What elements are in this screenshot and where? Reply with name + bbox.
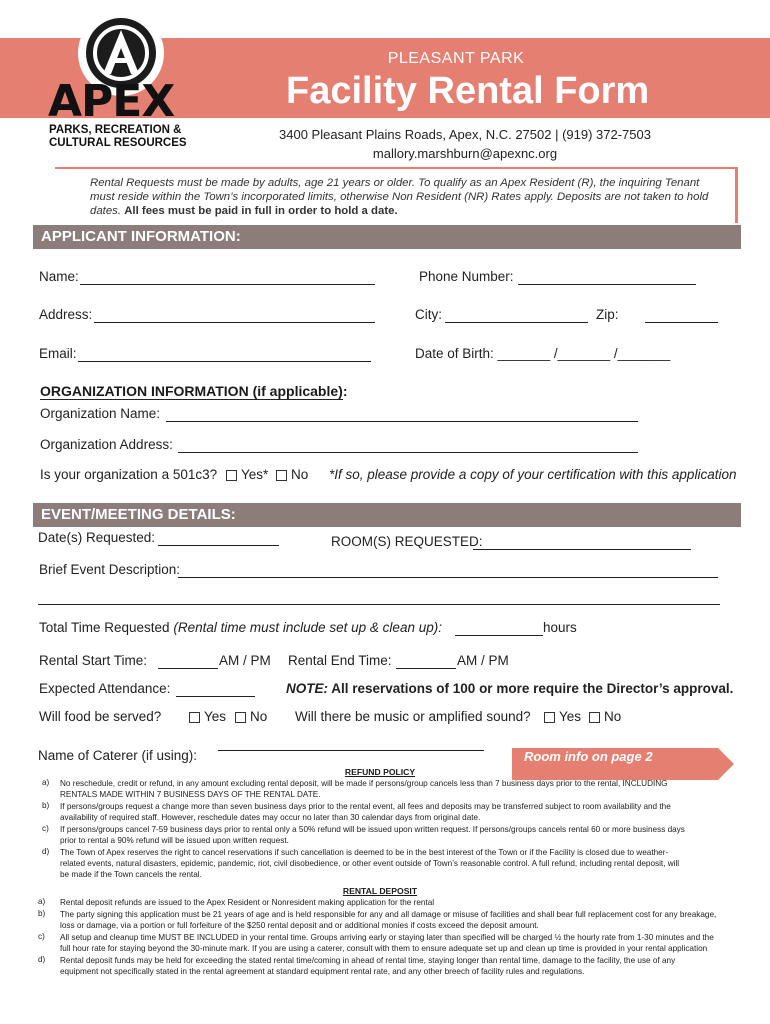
logo-subtitle-line-2: CULTURAL RESOURCES bbox=[49, 137, 187, 149]
deposit-item bbox=[38, 909, 758, 932]
org-address-label: Organization Address: bbox=[40, 437, 173, 452]
room-info-button-label: Room info on page 2 bbox=[524, 749, 653, 764]
deposit-item-letter: a) bbox=[38, 897, 46, 906]
dates-label: Date(s) Requested: bbox=[38, 530, 156, 545]
org-501c3-yes[interactable] bbox=[226, 467, 268, 482]
deposit-item bbox=[38, 955, 758, 978]
deposit-item-line: full hour rate for staying beyond the 30-minute mark. If you are using a caterer, consult with them to ensure adequate set up and clean up time is provided in your rental application bbox=[60, 944, 708, 953]
start-time-field[interactable] bbox=[158, 668, 218, 669]
description-field-line-2[interactable] bbox=[38, 604, 720, 605]
deposit-item-text bbox=[60, 909, 716, 931]
refund-item-line: If persons/groups cancel 7-59 business days prior to rental only a 50% refund will be issued upon written request. If persons/groups cancels rental 60 or more business days bbox=[60, 825, 685, 834]
room-info-button[interactable] bbox=[512, 748, 734, 780]
contact-address: 3400 Pleasant Plains Roads, Apex, N.C. 27502 | (919) 372-7503 bbox=[279, 127, 651, 142]
logo-subtitle-line-1: PARKS, RECREATION & bbox=[49, 124, 182, 136]
deposit-item-text bbox=[60, 932, 714, 954]
deposit-item-letter: c) bbox=[38, 932, 45, 941]
deposit-item-line: equipment not specifically stated in the rental agreement at standard equipment rental rate, and any other breech of facility rules and regulations. bbox=[60, 967, 585, 976]
music-no-label: No bbox=[604, 709, 622, 724]
total-time-note: (Rental time must include set up & clean up): bbox=[173, 620, 442, 635]
total-time-label bbox=[39, 620, 442, 635]
org-name-field[interactable] bbox=[166, 421, 638, 422]
address-label: Address: bbox=[39, 307, 93, 322]
deposit-item-line: The party signing this application must be 21 years of age and is held responsible for any and all damage or misuse of facilities and shall bear full replacement cost for any breakage, bbox=[60, 910, 717, 919]
attendance-note bbox=[286, 681, 733, 696]
dates-field[interactable] bbox=[158, 545, 279, 546]
header-pre-title: PLEASANT PARK bbox=[387, 50, 525, 67]
zip-field[interactable] bbox=[645, 322, 718, 323]
logo-subtitle bbox=[49, 124, 209, 150]
refund-item-text bbox=[60, 801, 671, 823]
org-address-field[interactable] bbox=[178, 452, 638, 453]
checkbox-icon bbox=[276, 470, 287, 481]
deposit-item-line: All setup and cleanup time MUST BE INCLUDED in your rental time. Groups arriving early or staying later than specified will be charged ½ the hourly rate from 1-30 minutes and the bbox=[60, 933, 714, 942]
music-no[interactable] bbox=[589, 709, 621, 724]
name-field[interactable] bbox=[80, 284, 375, 285]
rental-deposit-heading: RENTAL DEPOSIT bbox=[342, 886, 418, 896]
apex-logo bbox=[46, 10, 196, 155]
refund-item-text bbox=[60, 824, 685, 846]
page-title: Facility Rental Form bbox=[286, 70, 650, 112]
name-label: Name: bbox=[39, 269, 79, 284]
deposit-item-text bbox=[60, 955, 675, 977]
hours-label: hours bbox=[543, 620, 577, 635]
caterer-field[interactable] bbox=[218, 750, 484, 751]
deposit-item bbox=[38, 932, 758, 955]
total-time-text: Total Time Requested bbox=[39, 620, 170, 635]
food-question: Will food be served? bbox=[39, 709, 162, 724]
email-field[interactable] bbox=[78, 361, 371, 362]
music-question: Will there be music or amplified sound? bbox=[295, 709, 531, 724]
city-field[interactable] bbox=[445, 322, 588, 323]
refund-item-line: be made if the Town cancels the rental. bbox=[60, 870, 202, 879]
food-yes-label: Yes bbox=[204, 709, 227, 724]
org-501c3-no[interactable] bbox=[276, 467, 308, 482]
description-field-line-1[interactable] bbox=[178, 577, 718, 578]
music-yes-label: Yes bbox=[559, 709, 582, 724]
notice-bold: All fees must be paid in full in order to hold a date. bbox=[124, 205, 398, 217]
attendance-field[interactable] bbox=[176, 696, 255, 697]
email-label: Email: bbox=[39, 346, 77, 361]
refund-item-line: availability of required staff. However, reschedule dates may occur no later than 30 calendar days from original date. bbox=[60, 813, 481, 822]
refund-item-line: related events, natural disasters, epidemic, pandemic, riot, civil disobedience, or other event outside of Town’s reasonable control. A full refund, including rental deposit, will bbox=[60, 859, 680, 868]
end-time-field[interactable] bbox=[396, 668, 456, 669]
start-time-label: Rental Start Time: bbox=[39, 653, 148, 668]
refund-item-letter: b) bbox=[42, 801, 50, 810]
refund-item-line: No reschedule, credit or refund, in any amount excluding rental deposit, will be made if persons/group cancels less than 7 business days prior to the rental, INCLUDING bbox=[60, 779, 668, 788]
city-label: City: bbox=[415, 307, 442, 322]
refund-item bbox=[40, 801, 755, 824]
dob-field[interactable]: Date of Birth: _______ /_______ /_______ bbox=[415, 346, 671, 361]
deposit-item bbox=[38, 897, 758, 909]
org-501c3-note: *If so, please provide a copy of your certification with this application bbox=[329, 467, 737, 482]
org-501c3-question: Is your organization a 501c3? bbox=[40, 467, 218, 482]
refund-item-letter: c) bbox=[42, 824, 49, 833]
arrow-right-icon bbox=[718, 748, 734, 780]
description-label: Brief Event Description: bbox=[39, 562, 181, 577]
food-yes[interactable] bbox=[189, 709, 226, 724]
refund-item-text bbox=[60, 847, 679, 880]
total-time-field[interactable] bbox=[455, 635, 543, 636]
org-501c3-yes-label: Yes* bbox=[241, 467, 269, 482]
zip-label: Zip: bbox=[596, 307, 619, 322]
refund-item bbox=[40, 778, 755, 801]
food-no[interactable] bbox=[235, 709, 267, 724]
checkbox-icon bbox=[235, 712, 246, 723]
deposit-item-letter: b) bbox=[38, 909, 46, 918]
logo-wordmark: APEX bbox=[48, 76, 175, 127]
deposit-item-letter: d) bbox=[38, 955, 46, 964]
music-yes[interactable] bbox=[544, 709, 581, 724]
refund-policy-list bbox=[40, 778, 755, 881]
refund-item-line: prior to rental a 90% refund will be issued upon written request. bbox=[60, 836, 289, 845]
refund-item bbox=[40, 824, 755, 847]
contact-email: mallory.marshburn@apexnc.org bbox=[372, 146, 558, 161]
start-ampm[interactable]: AM / PM bbox=[219, 653, 271, 668]
rooms-field[interactable] bbox=[473, 549, 691, 550]
section-event-heading: EVENT/MEETING DETAILS: bbox=[33, 503, 741, 527]
org-name-label: Organization Name: bbox=[40, 406, 161, 421]
end-time-label: Rental End Time: bbox=[288, 653, 392, 668]
refund-item-letter: a) bbox=[42, 778, 50, 787]
refund-item-line: If persons/groups request a change more than seven business days prior to the rental event, all fees and deposits may be transferred subject to room availability and the bbox=[60, 802, 671, 811]
deposit-item-line: Rental deposit funds may be held for exceeding the stated rental time/coming in ahead of rental time, staying longer than rental time, damage to the facility, the use of any bbox=[60, 956, 676, 965]
phone-field[interactable] bbox=[518, 284, 696, 285]
attendance-note-label: NOTE: bbox=[286, 681, 328, 696]
checkbox-icon bbox=[226, 470, 237, 481]
checkbox-icon bbox=[544, 712, 555, 723]
address-field[interactable] bbox=[94, 322, 375, 323]
org-501c3-no-label: No bbox=[291, 467, 309, 482]
attendance-note-text: All reservations of 100 or more require the Director’s approval. bbox=[331, 681, 734, 696]
section-applicant-heading: APPLICANT INFORMATION: bbox=[33, 225, 741, 249]
organization-heading-text: ORGANIZATION INFORMATION (if applicable) bbox=[40, 383, 343, 399]
phone-label: Phone Number: bbox=[419, 269, 514, 284]
refund-item bbox=[40, 847, 755, 881]
organization-heading-colon: : bbox=[342, 383, 348, 399]
refund-item-letter: d) bbox=[42, 847, 50, 856]
refund-item-line: The Town of Apex reserves the right to cancel reservations if such cancellation is deemed to be in the best interest of the Town or if the Facility is closed due to weather- bbox=[60, 848, 669, 857]
refund-item-line: RENTALS MADE WITHIN 7 BUSINESS DAYS OF THE RENTAL DATE. bbox=[60, 790, 321, 799]
checkbox-icon bbox=[189, 712, 200, 723]
refund-item-text bbox=[60, 778, 668, 800]
caterer-label: Name of Caterer (if using): bbox=[38, 748, 198, 763]
section-organization-heading bbox=[40, 383, 347, 399]
end-ampm[interactable]: AM / PM bbox=[457, 653, 509, 668]
checkbox-icon bbox=[589, 712, 600, 723]
refund-policy-heading: REFUND POLICY bbox=[344, 767, 416, 777]
attendance-label: Expected Attendance: bbox=[39, 681, 171, 696]
food-no-label: No bbox=[250, 709, 268, 724]
notice-text bbox=[90, 176, 720, 218]
rental-deposit-list bbox=[38, 897, 758, 978]
notice-body: Rental Requests must be made by adults, age 21 years or older. To qualify as an Apex Resident (R), the inquiring Tenant must reside within the Town’s incorporated limits, otherwise Non Resident (NR) Rates apply. Deposits are not taken to hold dates. bbox=[90, 177, 709, 217]
deposit-item-text bbox=[60, 897, 434, 908]
rooms-label: ROOM(S) REQUESTED: bbox=[331, 534, 483, 549]
deposit-item-line: loss or damage, via a portion or full forfeiture of the $250 rental deposit and or additional monies if costs exceed the deposit amount. bbox=[60, 921, 539, 930]
deposit-item-line: Rental deposit refunds are issued to the Apex Resident or Nonresident making application for the rental bbox=[60, 898, 435, 907]
